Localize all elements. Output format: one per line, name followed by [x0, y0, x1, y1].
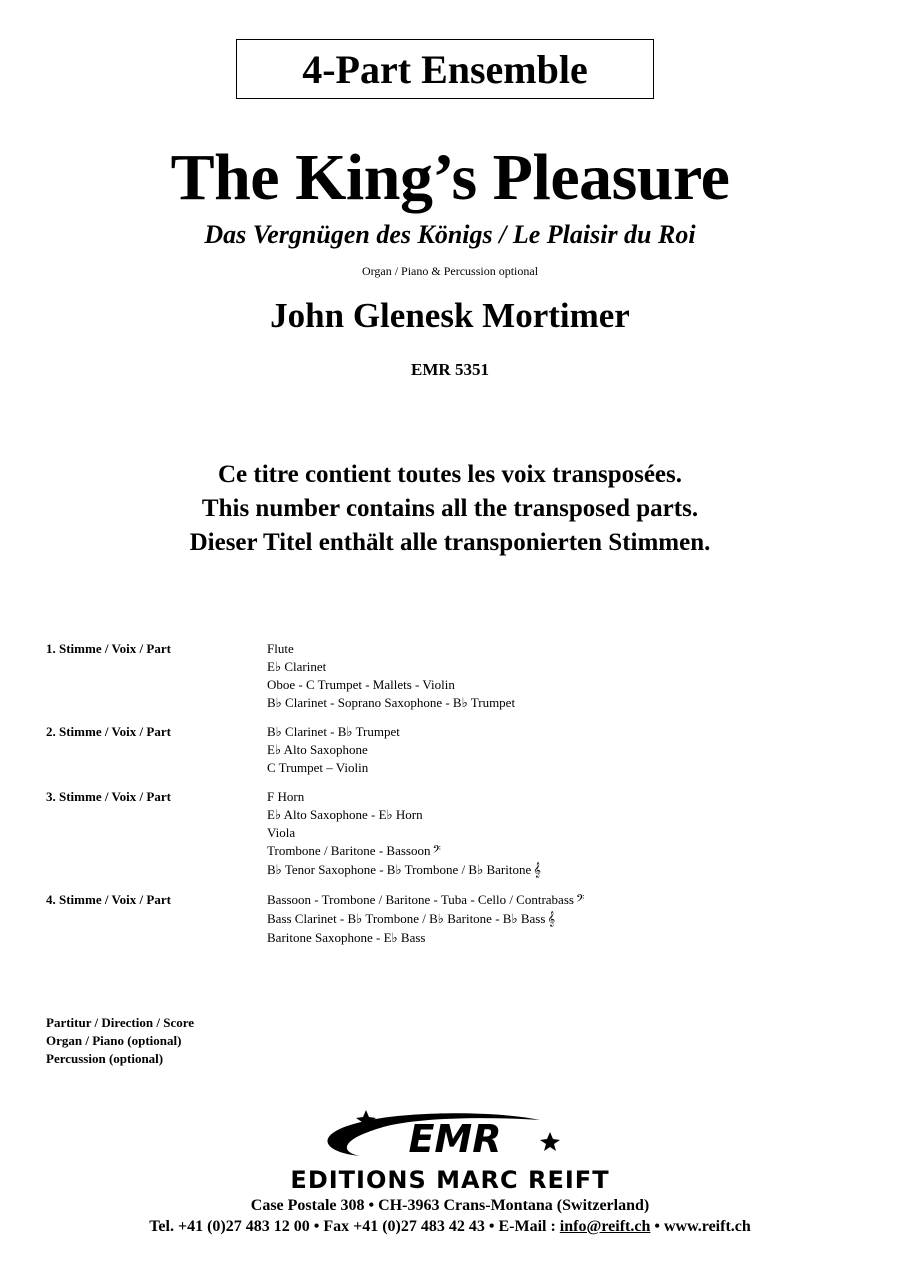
- extra-materials: [46, 1014, 194, 1068]
- treble-clef-icon: 𝄞: [533, 863, 541, 878]
- emr-logo: [300, 1102, 600, 1166]
- catalog-number: EMR 5351: [411, 360, 489, 379]
- page-title: The King’s Pleasure: [170, 141, 730, 214]
- parts-list: [46, 640, 866, 958]
- bass-clef-icon: 𝄢: [575, 893, 585, 908]
- instrument-line: Baritone Saxophone - E♭ Bass: [267, 930, 426, 945]
- part-row: [46, 788, 866, 880]
- ensemble-badge-text: 4-Part Ensemble: [302, 46, 588, 92]
- transposition-notice: [0, 458, 900, 560]
- instrument-line: Flute: [267, 641, 294, 656]
- instrument-line: B♭ Clarinet - Soprano Saxophone - B♭ Trumpet: [267, 695, 516, 710]
- instrument-line: C Trumpet – Violin: [267, 760, 369, 775]
- publisher-address: Case Postale 308 • CH-3963 Crans-Montana (Switzerland): [250, 1197, 650, 1214]
- instrument-line: Trombone / Baritone - Bassoon: [267, 843, 431, 858]
- composer-name: John Glenesk Mortimer: [270, 296, 630, 335]
- instrument-line: E♭ Alto Saxophone - E♭ Horn: [267, 807, 423, 822]
- subtitle: Das Vergnügen des Königs / Le Plaisir du Roi: [204, 220, 696, 249]
- instrument-line: Bassoon - Trombone / Baritone - Tuba - Cello / Contrabass: [267, 892, 574, 907]
- instrumentation-note: Organ / Piano & Percussion optional: [361, 264, 539, 278]
- instrument-line: E♭ Clarinet: [267, 659, 327, 674]
- instrument-line: B♭ Clarinet - B♭ Trumpet: [267, 724, 400, 739]
- instrument-line: Bass Clarinet - B♭ Trombone / B♭ Baritone - B♭ Bass: [267, 911, 546, 926]
- part-label: 2. Stimme / Voix / Part: [46, 724, 171, 739]
- bass-clef-icon: 𝄢: [432, 844, 441, 859]
- extra-item: Organ / Piano (optional): [46, 1033, 182, 1048]
- contact-website: • www.reift.ch: [650, 1218, 751, 1235]
- part-label: 4. Stimme / Voix / Part: [46, 892, 171, 907]
- part-row: [46, 723, 866, 777]
- part-instruments: [267, 640, 515, 712]
- instrument-line: E♭ Alto Saxophone: [267, 742, 368, 757]
- part-row: [46, 640, 866, 712]
- instrument-line: Viola: [267, 825, 296, 840]
- treble-clef-icon: 𝄞: [547, 912, 556, 927]
- part-instruments: [267, 723, 400, 777]
- logo-text: EMR: [408, 1117, 502, 1161]
- email-link[interactable]: info@reift.ch: [559, 1218, 651, 1235]
- notice-line-fr: Ce titre contient toutes les voix transposées.: [217, 461, 683, 488]
- publisher-name: EDITIONS MARC REIFT: [290, 1166, 610, 1194]
- notice-line-de: Dieser Titel enthält alle transponierten Stimmen.: [189, 529, 711, 556]
- part-row: [46, 891, 866, 947]
- part-label: 1. Stimme / Voix / Part: [46, 641, 171, 656]
- extra-item: Percussion (optional): [46, 1051, 164, 1066]
- ensemble-badge: [236, 39, 654, 99]
- part-instruments: [267, 891, 584, 947]
- part-instruments: [267, 788, 541, 880]
- contact-phone-fax: Tel. +41 (0)27 483 12 00 • Fax +41 (0)27 483 42 43 • E-Mail :: [149, 1218, 560, 1235]
- publisher-contact: [0, 1218, 900, 1236]
- instrument-line: Oboe - C Trumpet - Mallets - Violin: [267, 677, 455, 692]
- extra-item: Partitur / Direction / Score: [46, 1015, 195, 1030]
- instrument-line: B♭ Tenor Saxophone - B♭ Trombone / B♭ Baritone: [267, 862, 532, 877]
- instrument-line: F Horn: [267, 789, 305, 804]
- notice-line-en: This number contains all the transposed parts.: [201, 495, 699, 522]
- part-label: 3. Stimme / Voix / Part: [46, 789, 171, 804]
